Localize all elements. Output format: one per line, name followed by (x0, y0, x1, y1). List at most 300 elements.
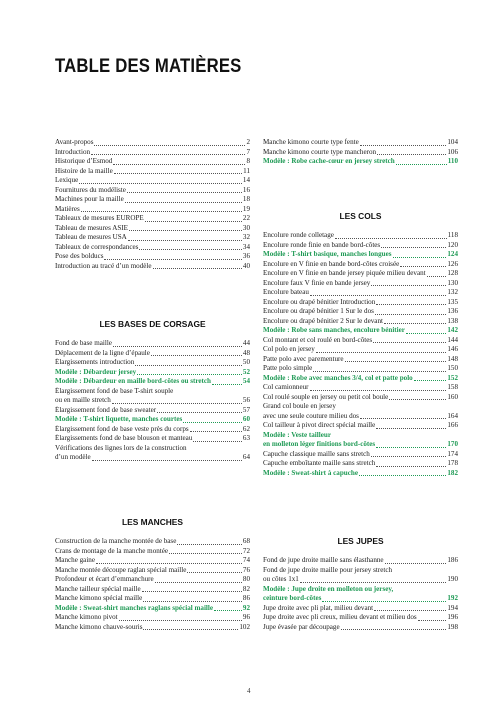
dot-leader (137, 374, 242, 375)
toc-entry-title: Encolure ou drapé bénitier 2 Sur le devant (263, 316, 383, 325)
toc-entry-page: 194 (447, 603, 458, 612)
toc-entry-model (55, 377, 250, 387)
toc-entry-page: 44 (242, 339, 250, 347)
dot-leader (114, 173, 242, 174)
toc-entry-title: Encolure ronde finie en bande bord-côtes (263, 240, 381, 249)
toc-entry-page: 32 (242, 233, 250, 241)
toc-entry (55, 233, 250, 243)
toc-entry-page: 80 (242, 575, 250, 583)
toc-entry-title: Profondeur et écart d’emmanchure (55, 575, 154, 583)
toc-entry-title: Capuche classique maille sans stretch (263, 449, 370, 458)
toc-entry-title: Élargissement fond de base sweater (55, 405, 157, 414)
dot-leader (153, 268, 242, 269)
toc-entry-page: 30 (242, 223, 250, 232)
toc-entry-page: 7 (246, 147, 250, 156)
toc-entry-page: 14 (242, 176, 250, 184)
dot-leader (142, 591, 242, 592)
toc-entry-title: Encolure bateau (263, 288, 309, 296)
toc-entry (55, 585, 250, 595)
toc-entry-title: Modèle : Sweat-shirt à capuche (263, 468, 358, 477)
toc-entry-title: Manche kimono courte type fente (263, 138, 359, 146)
toc-entry (55, 195, 250, 205)
toc-entry-title: Avant-propos (55, 138, 94, 146)
toc-entry (263, 336, 458, 346)
toc-right-top-group (263, 138, 458, 167)
toc-entry-title: Histoire de la maille (55, 166, 113, 175)
dot-leader (128, 240, 242, 241)
dot-leader (91, 154, 245, 155)
toc-entry-title: Manche kimono pivot (55, 613, 118, 621)
toc-entry-title: Jupe droite avec pli plat, milieu devant (263, 603, 374, 612)
toc-entry-page: 68 (242, 537, 250, 545)
toc-entry-page: 60 (242, 415, 250, 423)
dot-leader (145, 221, 242, 222)
dot-leader (375, 314, 446, 315)
toc-entry-title: avec une seule couture milieu dos (263, 411, 359, 420)
dot-leader (360, 145, 447, 146)
toc-entry-title: Patte polo simple (263, 364, 313, 372)
toc-entry (263, 260, 458, 270)
toc-entry (263, 450, 458, 460)
toc-entry-title: Tableaux de correspondances (55, 242, 139, 251)
toc-entry-page: 92 (242, 603, 250, 612)
toc-entry-page: 148 (447, 354, 458, 363)
dot-leader (125, 202, 242, 203)
dot-leader (376, 304, 446, 305)
dot-leader (310, 390, 447, 391)
toc-right-column (263, 138, 458, 167)
toc-entry-page: 57 (242, 405, 250, 414)
toc-entry-page: 150 (447, 364, 458, 372)
toc-entry (55, 623, 250, 633)
toc-entry-page: 190 (447, 575, 458, 583)
toc-entry (263, 345, 458, 355)
toc-entry-title: Modèle : Jupe droite en molleton ou jersey, (263, 584, 394, 593)
toc-entry (55, 339, 250, 349)
toc-entry-title: Col montant et col roulé en bord-côtes (263, 335, 373, 344)
dot-leader (376, 447, 446, 448)
toc-entry-title: Élargissements introduction (55, 358, 135, 366)
toc-entry-title: Manche tailleur spécial maille (55, 584, 141, 593)
dot-leader (139, 249, 241, 250)
toc-entry-model (263, 250, 458, 260)
toc-entry-page: 178 (447, 459, 458, 467)
toc-entry-page: 166 (447, 421, 458, 429)
toc-entry-title: Élargissement fond de base veste près du corps (55, 424, 189, 433)
toc-entry (263, 459, 458, 469)
dot-leader (316, 352, 447, 353)
toc-entry-page: 34 (242, 242, 250, 251)
toc-entry (55, 214, 250, 224)
toc-left-corsage (55, 318, 250, 463)
toc-entry-title: Crans de montage de la manche montée (55, 546, 169, 555)
toc-entry-title: Encolure en V finie en bande bord-côtes croisée (263, 259, 400, 268)
section-title-corsage: LES BASES DE CORSAGE (99, 319, 206, 329)
dot-leader (177, 544, 242, 545)
dot-leader (389, 399, 446, 400)
toc-entry-title: Machines pour la maille (55, 195, 124, 203)
toc-entry (55, 349, 250, 359)
toc-entry-page: 63 (242, 434, 250, 442)
toc-entry-model (263, 431, 458, 441)
toc-entry-title: Modèle : Robe avec manches 3/4, col et patte polo (263, 373, 413, 382)
dot-leader (393, 257, 447, 258)
dot-leader (374, 610, 446, 611)
toc-entry-page: 152 (447, 373, 458, 382)
toc-entry (263, 231, 458, 241)
toc-entry-title: Introduction au tracé d’un modèle (55, 261, 152, 270)
toc-entry-page: 160 (447, 392, 458, 401)
dot-leader (169, 553, 242, 554)
toc-entry (55, 243, 250, 253)
toc-entry-title: Matières (55, 204, 80, 213)
toc-entry (263, 575, 458, 585)
toc-right-jupes (263, 535, 458, 632)
toc-entry (263, 307, 458, 317)
toc-entry-page: 62 (242, 424, 250, 433)
toc-entry (263, 298, 458, 308)
toc-entry (55, 176, 250, 186)
toc-entry-page: 16 (242, 185, 250, 194)
toc-entry-page: 132 (447, 288, 458, 296)
toc-entry-page: 56 (242, 396, 250, 404)
toc-entry-title: Pose des bolducs (55, 252, 104, 260)
toc-entry-model (55, 368, 250, 378)
section-title-jupes: LES JUPES (337, 536, 384, 546)
toc-entry (55, 537, 250, 547)
dot-leader (94, 145, 245, 146)
toc-entry (263, 364, 458, 374)
toc-entry-page: 128 (447, 269, 458, 277)
toc-entry-page: 124 (447, 250, 458, 258)
toc-entry-model (263, 157, 458, 167)
toc-entry-title: Encolure en V finie en bande jersey piquée milieu devant (263, 269, 426, 277)
dot-leader (157, 412, 242, 413)
toc-entry (55, 396, 250, 406)
toc-entry-title: Manche montée découpe raglan spécial maille (55, 565, 187, 574)
dot-leader (406, 333, 446, 334)
dot-leader (322, 601, 446, 602)
dot-leader (360, 418, 446, 419)
toc-entry (55, 205, 250, 215)
dot-leader (376, 428, 446, 429)
toc-entry-page: 22 (242, 214, 250, 222)
dot-leader (104, 259, 241, 260)
toc-entry-page: 11 (243, 166, 250, 175)
toc-entry (263, 421, 458, 431)
toc-entry-page: 130 (447, 278, 458, 287)
toc-entry-model (263, 326, 458, 336)
toc-entry-page: 40 (242, 261, 250, 270)
dot-leader (92, 460, 242, 461)
toc-entry-page: 198 (447, 622, 458, 631)
toc-entry-page: 36 (242, 252, 250, 260)
section-title-cols: LES COLS (339, 211, 382, 221)
toc-manches-group (55, 537, 250, 632)
toc-entry-page: 182 (447, 468, 458, 477)
toc-entry-title: ou côtes 1x1 (263, 575, 299, 583)
dot-leader (212, 384, 242, 385)
dot-leader (300, 582, 447, 583)
dot-leader (112, 403, 242, 404)
toc-entry-page: 135 (447, 297, 458, 306)
dot-leader (345, 361, 447, 362)
toc-entry-title: en molleton léger finitions bord-côtes (263, 440, 376, 448)
toc-entry-page: 110 (447, 157, 458, 165)
toc-entry (55, 224, 250, 234)
toc-entry (55, 425, 250, 435)
toc-entry (55, 138, 250, 148)
toc-entry-page: 164 (447, 411, 458, 420)
dot-leader (190, 431, 242, 432)
toc-entry (55, 444, 250, 454)
toc-entry-title: Fond de jupe droite maille sans élasthanne (263, 556, 384, 564)
toc-entry-title: d’un modèle (55, 453, 91, 461)
toc-entry (263, 317, 458, 327)
toc-entry-model (263, 440, 458, 450)
dot-leader (373, 342, 446, 343)
dot-leader (151, 355, 242, 356)
toc-entry (263, 604, 458, 614)
toc-entry-title: Déplacement de la ligne d’épaule (55, 348, 150, 357)
toc-entry (263, 613, 458, 623)
toc-entry-title: ceinture bord-côtes (263, 594, 322, 602)
toc-entry-title: Élargissements fond de base blouson et manteau (55, 434, 193, 442)
toc-jupes-group (263, 556, 458, 632)
toc-entry-title: Col camionneur (263, 383, 309, 391)
dot-leader (129, 230, 242, 231)
toc-entry-page: 146 (447, 345, 458, 353)
toc-entry-title: Lexique (55, 176, 79, 184)
toc-entry-page: 8 (246, 157, 250, 165)
dot-leader (359, 475, 446, 476)
toc-entry-title: Tableau de mesures USA (55, 233, 127, 241)
toc-entry (263, 355, 458, 365)
toc-entry-page: 76 (242, 565, 250, 574)
toc-entry-title: Col tailleur à pivot direct spécial maille (263, 421, 376, 429)
toc-entry-page: 2 (246, 138, 250, 146)
toc-entry-title: Jupe évasée par découpage (263, 622, 340, 631)
toc-entry (55, 594, 250, 604)
toc-entry-title: Modèle : T-shirt liquette, manches courtes (55, 415, 183, 423)
toc-entry-title: Fond de base maille (55, 339, 112, 347)
toc-entry (263, 279, 458, 289)
toc-entry-title: Encolure faux V finie en bande jersey (263, 278, 371, 287)
toc-entry (55, 148, 250, 158)
toc-entry-title: Modèle : Sweat-shirt manches raglans spécial maille (55, 603, 214, 612)
toc-entry-title: Jupe droite avec pli creux, milieu devant et milieu dos (263, 613, 417, 621)
dot-leader (341, 629, 447, 630)
dot-leader (400, 266, 446, 267)
dot-leader (313, 371, 446, 372)
toc-entry-title: Encolure ou drapé bénitier Introduction (263, 297, 376, 306)
toc-entry (55, 434, 250, 444)
toc-entry-title: Modèle : Veste tailleur (263, 430, 331, 439)
toc-entry-title: Encolure ou drapé bénitier 1 Sur le dos (263, 307, 374, 315)
toc-entry-title: Grand col boule en jersey (263, 402, 336, 410)
page-title: TABLE DES MATIÈRES (55, 56, 242, 77)
dot-leader (376, 466, 446, 467)
toc-entry-title: Col polo en jersey (263, 345, 315, 353)
toc-entry (55, 575, 250, 585)
toc-entry (263, 393, 458, 403)
toc-entry-page: 144 (447, 335, 458, 344)
toc-entry-title: Modèle : Débardeur en maille bord-côtes ou stretch (55, 377, 211, 385)
toc-entry (55, 547, 250, 557)
toc-intro-group (55, 138, 250, 271)
dot-leader (81, 211, 242, 212)
toc-entry-title: Vérifications des lignes lors de la construction (55, 443, 187, 452)
dot-leader (414, 380, 447, 381)
toc-entry-title: Modèle : Débardeur jersey (55, 367, 137, 376)
dot-leader (385, 563, 447, 564)
toc-entry-page: 19 (242, 204, 250, 213)
toc-entry-title: Fournitures du modéliste (55, 185, 126, 194)
toc-entry (263, 412, 458, 422)
toc-entry-page: 174 (447, 449, 458, 458)
toc-entry-page: 186 (447, 556, 458, 564)
dot-leader (396, 164, 447, 165)
toc-entry (263, 402, 458, 412)
toc-entry-model (263, 374, 458, 384)
toc-entry-title: Tableau de mesures ASIE (55, 223, 128, 232)
toc-entry-title: Modèle : T-shirt basique, manches longues (263, 250, 392, 258)
toc-entry-page: 136 (447, 307, 458, 315)
toc-entry (263, 556, 458, 566)
toc-entry-title: Historique d’Esmod (55, 157, 113, 165)
toc-entry-page: 18 (242, 195, 250, 203)
toc-entry-title: Manche kimono spécial maille (55, 594, 143, 602)
toc-corsage-group (55, 339, 250, 463)
toc-entry-title: Modèle : Robe sans manches, encolure bénitier (263, 326, 405, 334)
dot-leader (183, 422, 242, 423)
toc-entry (55, 453, 250, 463)
toc-entry-title: Col roulé souple en jersey ou petit col boule (263, 392, 389, 401)
toc-entry-title: Modèle : Robe cache-cœur en jersey stretch (263, 157, 395, 165)
toc-entry (55, 262, 250, 272)
toc-entry-page: 82 (242, 584, 250, 593)
toc-entry-page: 86 (242, 594, 250, 602)
dot-leader (381, 247, 446, 248)
dot-leader (371, 456, 447, 457)
toc-entry (263, 241, 458, 251)
toc-entry-title: Capuche emboîtante maille sans stretch (263, 459, 376, 467)
dot-leader (187, 572, 242, 573)
dot-leader (310, 295, 446, 296)
toc-entry-page: 74 (242, 556, 250, 564)
dot-leader (418, 620, 447, 621)
toc-entry (55, 613, 250, 623)
dot-leader (96, 563, 242, 564)
toc-entry (263, 383, 458, 393)
toc-entry-page: 120 (447, 240, 458, 249)
dot-leader (335, 238, 447, 239)
toc-entry-title: Encolure ronde colletage (263, 231, 334, 239)
toc-entry-model (55, 604, 250, 614)
toc-entry (263, 138, 458, 148)
toc-entry-title: Construction de la manche montée de base (55, 537, 177, 545)
toc-entry-title: Tableaux de mesures EUROPE (55, 214, 144, 222)
section-title-manches: LES MANCHES (122, 517, 183, 527)
dot-leader (371, 285, 446, 286)
toc-right-cols (263, 210, 458, 478)
toc-entry (263, 148, 458, 158)
toc-entry (55, 358, 250, 368)
toc-entry-page: 192 (447, 594, 458, 602)
toc-entry (55, 387, 250, 397)
toc-entry-page: 72 (242, 546, 250, 555)
toc-entry (263, 269, 458, 279)
dot-leader (155, 582, 242, 583)
dot-leader (113, 164, 245, 165)
toc-entry-title: Patte polo avec parementure (263, 354, 344, 363)
dot-leader (214, 610, 242, 611)
toc-entry (263, 623, 458, 633)
toc-entry-page: 50 (242, 358, 250, 366)
toc-entry (55, 167, 250, 177)
toc-entry-page: 138 (447, 316, 458, 325)
toc-entry (55, 566, 250, 576)
toc-entry-title: Manche kimono chauve-souris (55, 622, 143, 631)
toc-left-column (55, 138, 250, 271)
dot-leader (135, 365, 242, 366)
toc-entry-title: Manche gaine (55, 556, 95, 564)
toc-left-manches (55, 516, 250, 632)
dot-leader (113, 346, 242, 347)
toc-entry-page: 96 (242, 613, 250, 621)
toc-entry (55, 252, 250, 262)
toc-entry-page: 54 (242, 377, 250, 385)
toc-entry-title: ou en maille stretch (55, 396, 111, 404)
toc-entry-page: 52 (242, 367, 250, 376)
toc-entry-model (263, 594, 458, 604)
toc-entry-page: 118 (447, 231, 458, 239)
dot-leader (143, 601, 242, 602)
toc-entry-model (263, 469, 458, 479)
toc-entry-title: Fond de jupe droite maille pour jersey stretch (263, 565, 393, 574)
dot-leader (193, 441, 242, 442)
toc-entry-title: Élargissement fond de base T-shirt souple (55, 386, 174, 395)
toc-entry (263, 288, 458, 298)
toc-entry-page: 158 (447, 383, 458, 391)
dot-leader (377, 154, 446, 155)
toc-entry (55, 556, 250, 566)
dot-leader (79, 183, 242, 184)
toc-entry (55, 157, 250, 167)
toc-entry (55, 406, 250, 416)
toc-entry-page: 106 (447, 147, 458, 156)
toc-entry-page: 102 (239, 622, 250, 631)
toc-entry-page: 170 (447, 440, 458, 448)
toc-entry-page: 104 (447, 138, 458, 146)
toc-entry (55, 186, 250, 196)
dot-leader (143, 629, 238, 630)
toc-entry-title: Manche kimono courte type mancheron (263, 147, 377, 156)
toc-entry-page: 126 (447, 259, 458, 268)
toc-entry (263, 566, 458, 576)
dot-leader (427, 276, 447, 277)
toc-entry-page: 64 (242, 453, 250, 461)
toc-entry-page: 196 (447, 613, 458, 621)
dot-leader (384, 323, 446, 324)
dot-leader (119, 620, 242, 621)
toc-entry-title: Introduction (55, 147, 91, 156)
toc-entry-page: 48 (242, 348, 250, 357)
dot-leader (127, 192, 242, 193)
toc-entry-page: 142 (447, 326, 458, 334)
toc-entry-model (55, 415, 250, 425)
toc-entry-model (263, 585, 458, 595)
